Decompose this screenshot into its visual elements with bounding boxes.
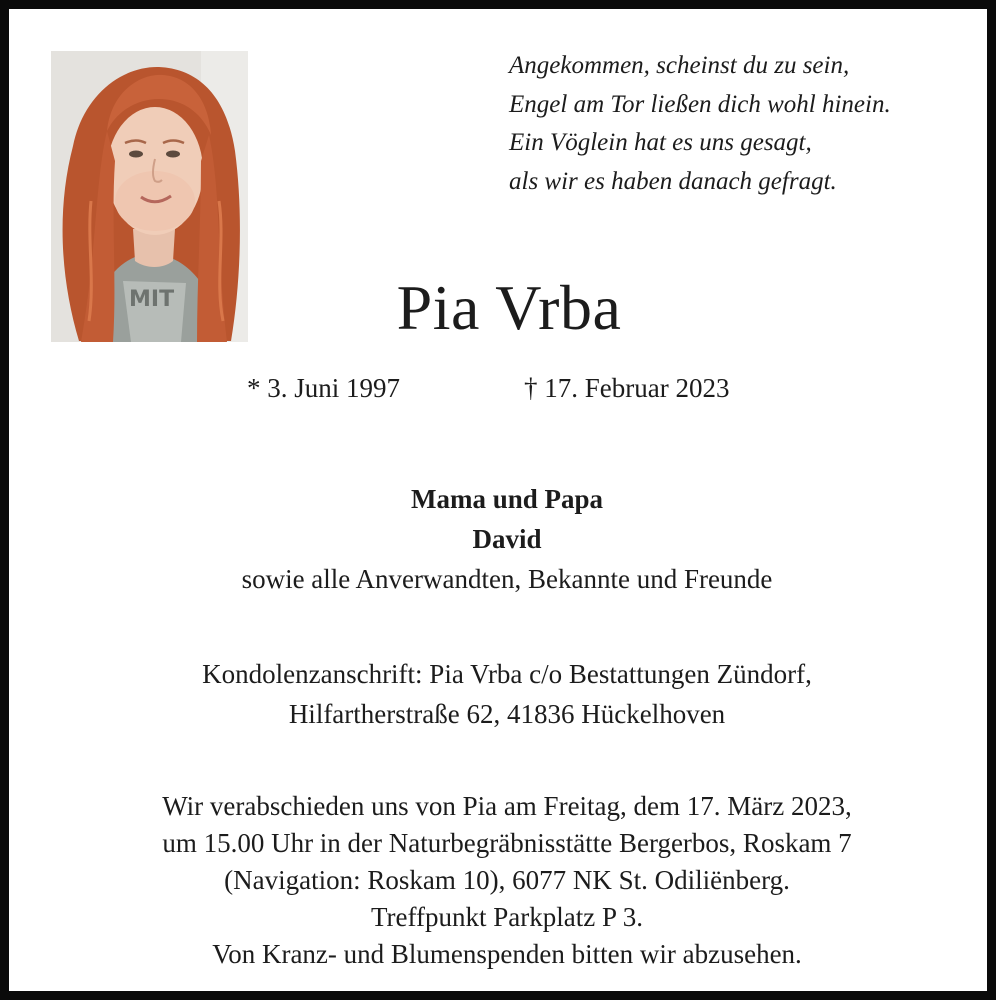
mourners-parents: Mama und Papa — [410, 484, 604, 514]
poem — [509, 47, 891, 201]
funeral-service-info — [9, 788, 996, 973]
mourners — [9, 479, 996, 599]
condolence-line: Kondolenzanschrift: Pia Vrba c/o Bestattungen Zündorf, — [202, 659, 812, 689]
condolence-address — [9, 654, 996, 734]
svg-text:MIT: MIT — [129, 287, 175, 312]
birth-date: * 3. Juni 1997 — [247, 373, 401, 403]
condolence-line: Hilfartherstraße 62, 41836 Hückelhoven — [288, 699, 726, 729]
poem-line: als wir es haben danach gefragt. — [509, 167, 837, 195]
service-line: (Navigation: Roskam 10), 6077 NK St. Odiliënberg. — [224, 865, 790, 895]
mourners-others: sowie alle Anverwandten, Bekannte und Freunde — [241, 564, 773, 594]
service-line: Von Kranz- und Blumenspenden bitten wir abzusehen. — [212, 939, 802, 969]
deceased-name-text: Pia Vrba — [396, 272, 622, 343]
deceased-name — [9, 271, 996, 345]
service-line: Wir verabschieden uns von Pia am Freitag, dem 17. März 2023, — [162, 791, 852, 821]
service-line: um 15.00 Uhr in der Naturbegräbnisstätte Bergerbos, Roskam 7 — [162, 828, 852, 858]
poem-line: Angekommen, scheinst du zu sein, — [509, 52, 850, 79]
poem-line: Ein Vöglein hat es uns gesagt, — [509, 129, 812, 156]
mourners-sibling: David — [472, 524, 542, 554]
poem-line: Engel am Tor ließen dich wohl hinein. — [509, 90, 891, 118]
service-line: Treffpunkt Parkplatz P 3. — [371, 902, 643, 932]
death-date: † 17. Februar 2023 — [524, 373, 730, 403]
